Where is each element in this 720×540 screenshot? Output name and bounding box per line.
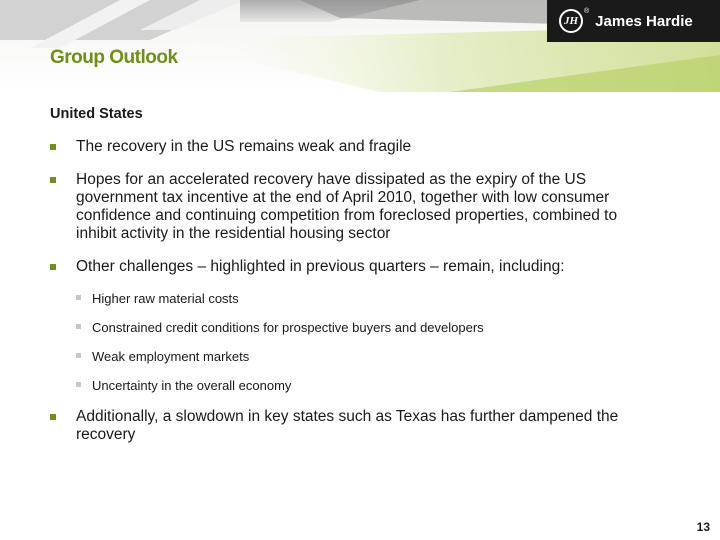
sub-bullet-item: Constrained credit conditions for prospective buyers and developers <box>76 320 660 335</box>
sub-bullet-item: Uncertainty in the overall economy <box>76 378 660 393</box>
logo-mark-icon: JH <box>559 9 583 33</box>
section-heading: United States <box>50 106 143 122</box>
registered-mark: ® <box>584 8 590 15</box>
sub-bullet-item: Weak employment markets <box>76 349 660 364</box>
logo-text: James Hardie <box>595 12 693 30</box>
page-number: 13 <box>696 520 710 534</box>
page-title: Group Outlook <box>50 47 178 68</box>
bullet-item: The recovery in the US remains weak and fragile <box>50 138 660 156</box>
bullet-item-with-subitems <box>50 258 660 393</box>
bullet-item: Additionally, a slowdown in key states such as Texas has further dampened the recovery <box>50 408 660 444</box>
bullet-list <box>50 138 660 444</box>
bullet-item: Hopes for an accelerated recovery have dissipated as the expiry of the US government tax incentive at the end of April 2010, together with low consumer confidence and continuing competition from foreclosed properties, combined to inhibit activity in the residential housing sector <box>50 171 660 243</box>
slide-header <box>0 0 720 92</box>
sub-bullet-item: Higher raw material costs <box>76 291 660 306</box>
sub-bullet-list <box>76 291 660 393</box>
company-logo <box>547 0 720 42</box>
bullet-text: Other challenges – highlighted in previous quarters – remain, including: <box>76 258 565 275</box>
slide-content <box>50 106 660 459</box>
